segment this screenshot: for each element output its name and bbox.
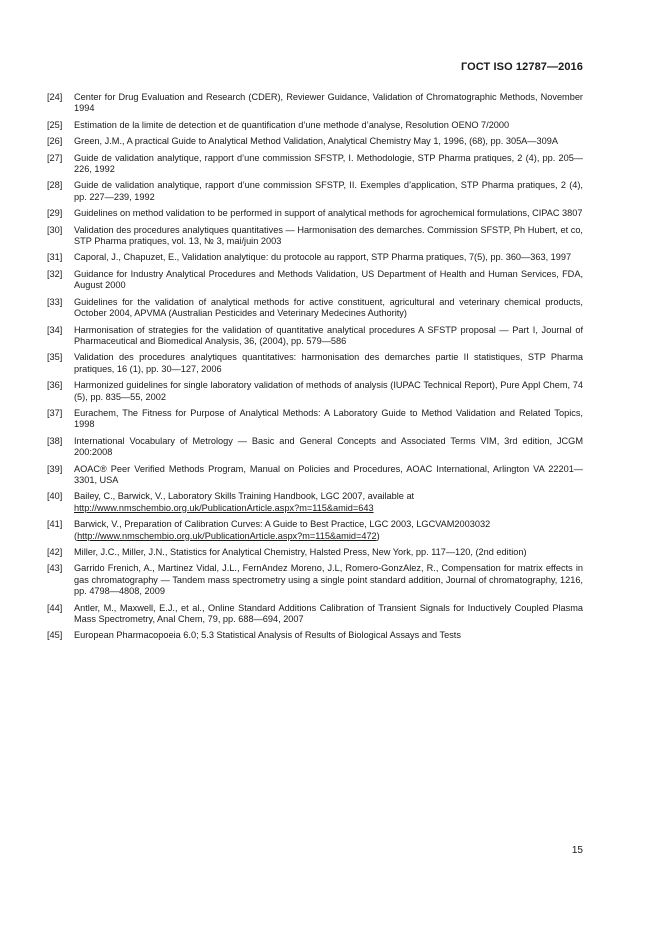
reference-number: [42]	[47, 547, 63, 557]
reference-item	[47, 136, 583, 147]
link-close-paren: )	[376, 530, 380, 541]
page-number: 15	[571, 845, 583, 856]
reference-number: [43]	[47, 563, 63, 574]
reference-text-line: Eurachem, The Fitness for Purpose of Analytical Methods: A Laboratory Guide to Method Validation and Related Topics, 1998	[74, 407, 583, 430]
reference-text	[74, 180, 583, 203]
reference-url-link[interactable]: http://www.nmschembio.org.uk/PublicationArticle.aspx?m=115&amid=472	[77, 530, 377, 541]
reference-item	[47, 153, 583, 176]
reference-text-line: Estimation de la limite de detection et de quantification d’une methode d’analyse, Resolution OENO 7/2000	[74, 119, 510, 130]
reference-item	[47, 180, 583, 203]
reference-text	[74, 92, 583, 115]
reference-item	[47, 408, 583, 431]
reference-text-line: European Pharmacopoeia 6.0; 5.3 Statistical Analysis of Results of Biological Assays and Tests	[74, 630, 461, 641]
reference-text-line: Caporal, J., Chapuzet, E., Validation analytique: du protocole au rapport, STP Pharma pratiques, 7(5), pp. 360—363, 1997	[74, 252, 572, 263]
reference-text	[74, 563, 583, 597]
reference-text-line: Guide de validation analytique, rapport d’une commission SFSTP, I. Methodologie, STP Pharma pratiques, 2 (4), pp. 205—226, 1992	[74, 152, 583, 175]
reference-item	[47, 297, 583, 320]
reference-text-line: Garrido Frenich, A., Martinez Vidal, J.L., FernAndez Moreno, J.L, Romero-GonzAlez, R., Compensation for matrix effects in gas chromatography — Tandem mass spectrometry using a single point standard addition, Journal of chromatography, 1216, pp. 4798—4808, 2009	[74, 563, 583, 597]
reference-item	[47, 436, 583, 459]
reference-text	[74, 408, 583, 431]
reference-text-line: Miller, J.C., Miller, J.N., Statistics for Analytical Chemistry, Halsted Press, New York, pp. 117—120, (2nd edition)	[74, 547, 527, 557]
reference-url-link[interactable]: http://www.nmschembio.org.uk/PublicationArticle.aspx?m=115&amid=643	[74, 502, 374, 513]
reference-item	[47, 491, 583, 514]
reference-number: [39]	[47, 463, 63, 474]
reference-text	[74, 491, 583, 514]
reference-text-line: Center for Drug Evaluation and Research (CDER), Reviewer Guidance, Validation of Chromatographic Methods, November 1994	[74, 92, 583, 114]
reference-item	[47, 252, 583, 263]
reference-text	[74, 225, 583, 248]
reference-number: [44]	[47, 602, 63, 613]
reference-number: [25]	[47, 119, 63, 130]
reference-number: [24]	[47, 92, 63, 102]
reference-text-line: Harmonisation of strategies for the validation of quantitative analytical procedures A SFSTP proposal — Part I, Journal of Pharmaceutical and Biomedical Analysis, 36, (2004), pp. 579—586	[74, 324, 583, 346]
reference-text	[74, 269, 583, 292]
reference-item	[47, 380, 583, 403]
reference-text	[74, 603, 583, 626]
reference-item	[47, 352, 583, 375]
reference-text	[74, 325, 583, 348]
reference-item	[47, 519, 583, 542]
reference-item	[47, 563, 583, 597]
reference-text-line: Harmonized guidelines for single laboratory validation of methods of analysis (IUPAC Technical Report), Pure Appl Chem, 74 (5), pp. 835—55, 2002	[74, 380, 583, 402]
reference-text	[74, 136, 583, 147]
reference-text	[74, 153, 583, 176]
reference-text	[74, 380, 583, 403]
link-open-paren: (	[74, 530, 78, 541]
reference-number: [29]	[47, 208, 63, 219]
reference-item	[47, 325, 583, 348]
reference-item	[47, 208, 583, 219]
reference-text	[74, 547, 583, 558]
reference-text-line: AOAC® Peer Verified Methods Program, Manual on Policies and Procedures, AOAC International, Arlington VA 22201—3301, USA	[74, 463, 583, 485]
reference-item	[47, 92, 583, 115]
reference-item	[47, 464, 583, 487]
reference-number: [38]	[47, 435, 63, 446]
bibliography-list	[47, 92, 583, 647]
reference-text	[74, 352, 583, 375]
reference-text	[74, 630, 583, 641]
reference-text-line: Green, J.M., A practical Guide to Analytical Method Validation, Analytical Chemistry May 1, 1996, (68), pp. 305A—309A	[74, 136, 558, 147]
reference-link-line	[74, 503, 583, 514]
reference-item	[47, 630, 583, 641]
reference-text	[74, 297, 583, 320]
reference-text-line: Antler, M., Maxwell, E.J., et al., Online Standard Additions Calibration of Transient Signals for Inductively Coupled Plasma Mass Spectrometry, Anal Chem, 79, pp. 688—694, 2007	[74, 602, 583, 625]
reference-number: [35]	[47, 352, 63, 363]
reference-item	[47, 547, 583, 558]
reference-text	[74, 208, 583, 219]
reference-number: [33]	[47, 296, 63, 307]
reference-number: [45]	[47, 630, 63, 641]
reference-number: [37]	[47, 407, 63, 418]
reference-number: [34]	[47, 324, 63, 335]
reference-item	[47, 603, 583, 626]
reference-text-line: Guidelines on method validation to be performed in support of analytical methods for agrochemical formulations, CIPAC 3807	[74, 208, 583, 219]
reference-text-line: Guidance for Industry Analytical Procedures and Methods Validation, US Department of Health and Human Services, FDA, August 2000	[74, 268, 583, 291]
reference-text-line: Guidelines for the validation of analytical methods for active constituent, agricultural and veterinary chemical products, October 2004, APVMA (Australian Pesticides and Veterinary Medecines Authority)	[74, 296, 583, 319]
reference-text	[74, 519, 583, 542]
reference-text-line: Validation des procedures analytiques quantitatives: harmonisation des demarches partie II statistiques, STP Pharma pratiques, 16 (1), pp. 30—127, 2006	[74, 352, 583, 374]
reference-number: [32]	[47, 268, 63, 279]
reference-text	[74, 120, 583, 131]
reference-number: [41]	[47, 519, 63, 530]
reference-text	[74, 464, 583, 487]
reference-number: [31]	[47, 252, 63, 263]
reference-number: [28]	[47, 180, 63, 191]
reference-item	[47, 225, 583, 248]
reference-number: [30]	[47, 224, 63, 235]
reference-number: [40]	[47, 491, 63, 502]
reference-number: [27]	[47, 152, 63, 163]
reference-link-line	[74, 531, 583, 542]
reference-item	[47, 120, 583, 131]
reference-text-line: Bailey, C., Barwick, V., Laboratory Skills Training Handbook, LGC 2007, available at	[74, 491, 415, 502]
reference-text	[74, 252, 583, 263]
reference-item	[47, 269, 583, 292]
reference-text-line: Guide de validation analytique, rapport d’une commission SFSTP, II. Exemples d’application, STP Pharma pratiques, 2 (4), pp. 227—239, 1992	[74, 180, 583, 202]
reference-text-line: Barwick, V., Preparation of Calibration Curves: A Guide to Best Practice, LGC 2003, LGCVAM2003032	[74, 519, 491, 530]
standard-header: ГОСТ ISO 12787—2016	[460, 61, 583, 73]
reference-number: [36]	[47, 380, 63, 391]
reference-text-line: International Vocabulary of Metrology — Basic and General Concepts and Associated Terms VIM, 3rd edition, JCGM 200:2008	[74, 435, 583, 458]
reference-text	[74, 436, 583, 459]
reference-number: [26]	[47, 136, 63, 147]
reference-text-line: Validation des procedures analytiques quantitatives — Harmonisation des demarches. Commission SFSTP, Ph Hubert, et co, STP Pharma pratiques, vol. 13, № 3, mai/juin 2003	[74, 224, 583, 247]
